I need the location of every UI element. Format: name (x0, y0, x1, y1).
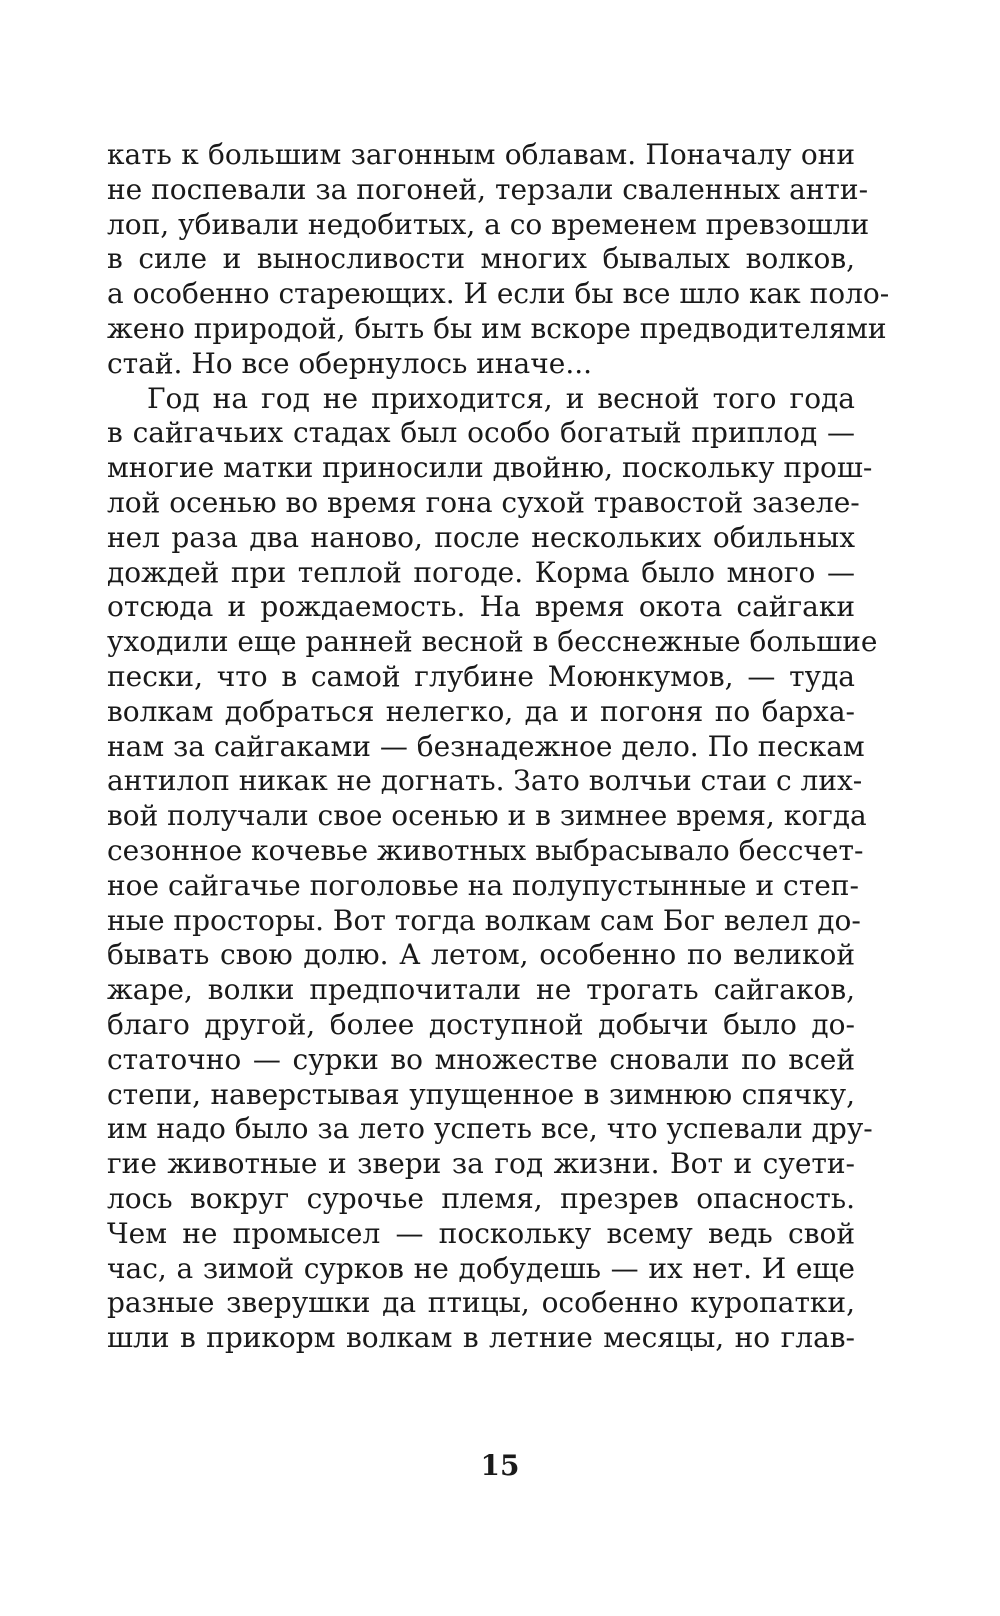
text-line: не поспевали за погоней, терзали сваленных анти- (107, 172, 869, 206)
text-line: час, а зимой сурков не добудешь — их нет. И еще (107, 1251, 855, 1285)
text-line: им надо было за лето успеть все, что успевали дру- (107, 1112, 873, 1146)
text-line: а особенно стареющих. И если бы все шло как поло- (107, 277, 890, 311)
text-line: сезонное кочевье животных выбрасывало бессчет- (107, 833, 864, 867)
text-line: антилоп никак не догнать. Зато волчьи стаи с лих- (107, 764, 863, 798)
text-line: жаре, волки предпочитали не трогать сайгаков, (107, 973, 855, 1007)
paragraph (107, 381, 878, 1356)
text-line: отсюда и рождаемость. На время окота сайгаки (107, 590, 855, 624)
page-number: 15 (480, 1449, 520, 1482)
text-line: разные зверушки да птицы, особенно куропатки, (107, 1286, 855, 1320)
text-line: волкам добраться нелегко, да и погоня по барха- (107, 694, 855, 728)
text-line: стай. Но все обернулось иначе... (107, 346, 593, 380)
text-line: гие животные и звери за год жизни. Вот и суети- (107, 1147, 855, 1181)
paragraph (107, 138, 890, 382)
text-line: дождей при теплой погоде. Корма было много — (107, 555, 855, 589)
text-line: лой осенью во время гона сухой травостой зазеле- (107, 485, 860, 519)
text-line: вой получали свое осенью и в зимнее время, когда (107, 799, 867, 833)
text-line: Чем не промысел — поскольку всему ведь свой (107, 1216, 855, 1250)
text-line: кать к большим загонным облавам. Поначалу они (107, 138, 855, 171)
text-line: лось вокруг сурочье племя, презрев опасность. (107, 1181, 855, 1215)
text-line: бывать свою долю. А летом, особенно по великой (107, 938, 855, 972)
text-line: Год на год не приходится, и весной того года (147, 381, 855, 415)
page-body (107, 138, 890, 1356)
text-line: нам за сайгаками — безнадежное дело. По пескам (107, 729, 865, 763)
text-line: нел раза два наново, после нескольких обильных (107, 520, 855, 554)
text-line: ное сайгачье поголовье на полупустынные и степ- (107, 868, 859, 902)
text-line: шли в прикорм волкам в летние месяцы, но глав- (107, 1321, 855, 1355)
text-line: жено природой, быть бы им вскоре предводителями (107, 311, 887, 345)
text-line: ные просторы. Вот тогда волкам сам Бог велел до- (107, 903, 861, 937)
text-line: в силе и выносливости многих бывалых волков, (107, 242, 855, 276)
text-line: благо другой, более доступной добычи было до- (107, 1007, 855, 1041)
text-line: уходили еще ранней весной в бесснежные большие (107, 625, 878, 659)
text-line: пески, что в самой глубине Моюнкумов, — туда (107, 659, 855, 693)
text-line: многие матки приносили двойню, поскольку прош- (107, 451, 873, 485)
text-line: в сайгачьих стадах был особо богатый приплод — (107, 416, 855, 450)
text-line: степи, наверстывая упущенное в зимнюю спячку, (107, 1077, 855, 1111)
text-line: статочно — сурки во множестве сновали по всей (107, 1042, 855, 1076)
text-line: лоп, убивали недобитых, а со временем превзошли (107, 207, 870, 241)
